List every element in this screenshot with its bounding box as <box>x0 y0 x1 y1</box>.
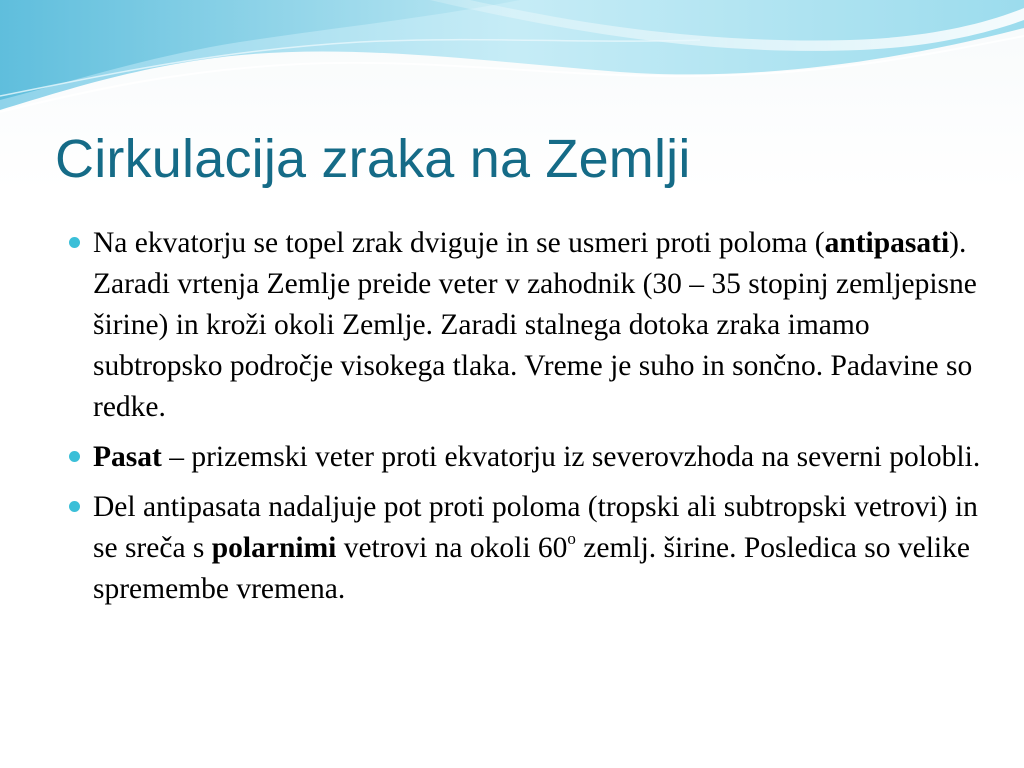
bullet-item <box>93 487 983 610</box>
bullet-dot-icon <box>69 237 80 248</box>
bullet-dot-icon <box>69 501 80 512</box>
slide-title: Cirkulacija zraka na Zemlji <box>55 129 691 189</box>
bullet-bold-term: polarnimi <box>211 532 337 564</box>
bullet-list <box>93 223 983 619</box>
bullet-dot-icon <box>69 451 80 462</box>
bullet-text: ). Zaradi vrtenja Zemlje preide veter v zahodnik (30 – 35 stopinj zemljepisne širine) in kroži okoli Zemlje. Zaradi stalnega dotoka zraka imamo subtropsko področje visokega tlaka. Vreme je suho in sončno. Padavine so redke. <box>93 227 977 423</box>
bullet-text: – prizemski veter proti ekvatorju iz severovzhoda na severni polobli. <box>161 441 981 473</box>
bullet-text: Na ekvatorju se topel zrak dviguje in se usmeri proti poloma ( <box>93 227 825 259</box>
header-wave-decoration <box>0 0 1024 130</box>
bullet-item <box>93 437 983 478</box>
bullet-text: vetrovi na okoli 60 <box>336 532 568 564</box>
bullet-bold-term: antipasati <box>824 227 950 259</box>
bullet-item <box>93 223 983 428</box>
bullet-text: zemlj. širine. Posledica so velike spremembe vremena. <box>93 532 970 605</box>
bullet-bold-term: Pasat <box>93 441 162 473</box>
bullet-text: Del antipasata nadaljuje pot proti poloma (tropski ali subtropski vetrovi) in se sreča s <box>93 491 978 564</box>
degree-superscript: o <box>567 529 576 549</box>
